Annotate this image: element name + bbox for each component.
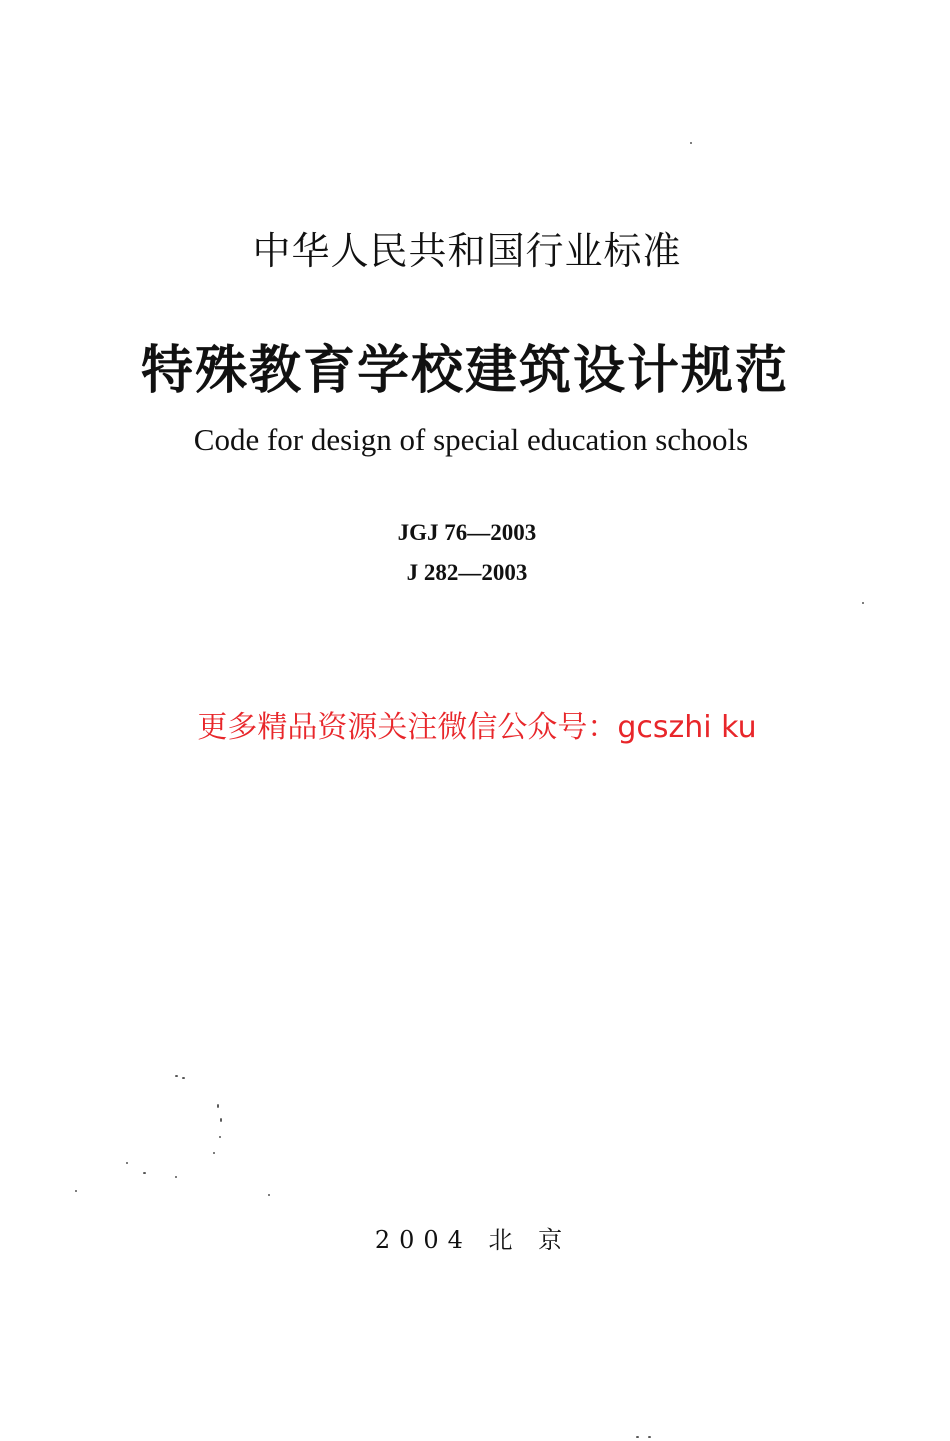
- scan-speck: [175, 1176, 177, 1178]
- document-title-english: Code for design of special education schools: [193, 422, 749, 457]
- standard-code-jgj: JGJ 76—2003: [397, 520, 537, 545]
- scan-speck: [182, 1077, 185, 1079]
- scan-speck: [219, 1136, 221, 1138]
- scan-speck: [636, 1436, 639, 1438]
- scan-speck: [268, 1194, 270, 1196]
- document-title-chinese: 特殊教育学校建筑设计规范: [140, 341, 789, 401]
- standard-code-j: J 282—2003: [406, 560, 528, 585]
- scan-speck: [862, 602, 864, 604]
- scan-speck: [75, 1190, 77, 1192]
- scan-speck: [175, 1075, 178, 1077]
- scan-speck: [126, 1162, 128, 1164]
- scan-speck: [217, 1104, 219, 1108]
- standard-series-heading: 中华人民共和国行业标准: [252, 229, 682, 273]
- scan-speck: [220, 1118, 222, 1122]
- scan-speck: [690, 142, 692, 144]
- publication-imprint: 2004 北 京: [374, 1226, 572, 1254]
- scan-speck: [213, 1152, 215, 1154]
- scan-speck: [648, 1436, 651, 1438]
- promo-watermark-text: 更多精品资源关注微信公众号：gcszhi ku: [197, 710, 757, 745]
- scan-speck: [143, 1172, 146, 1174]
